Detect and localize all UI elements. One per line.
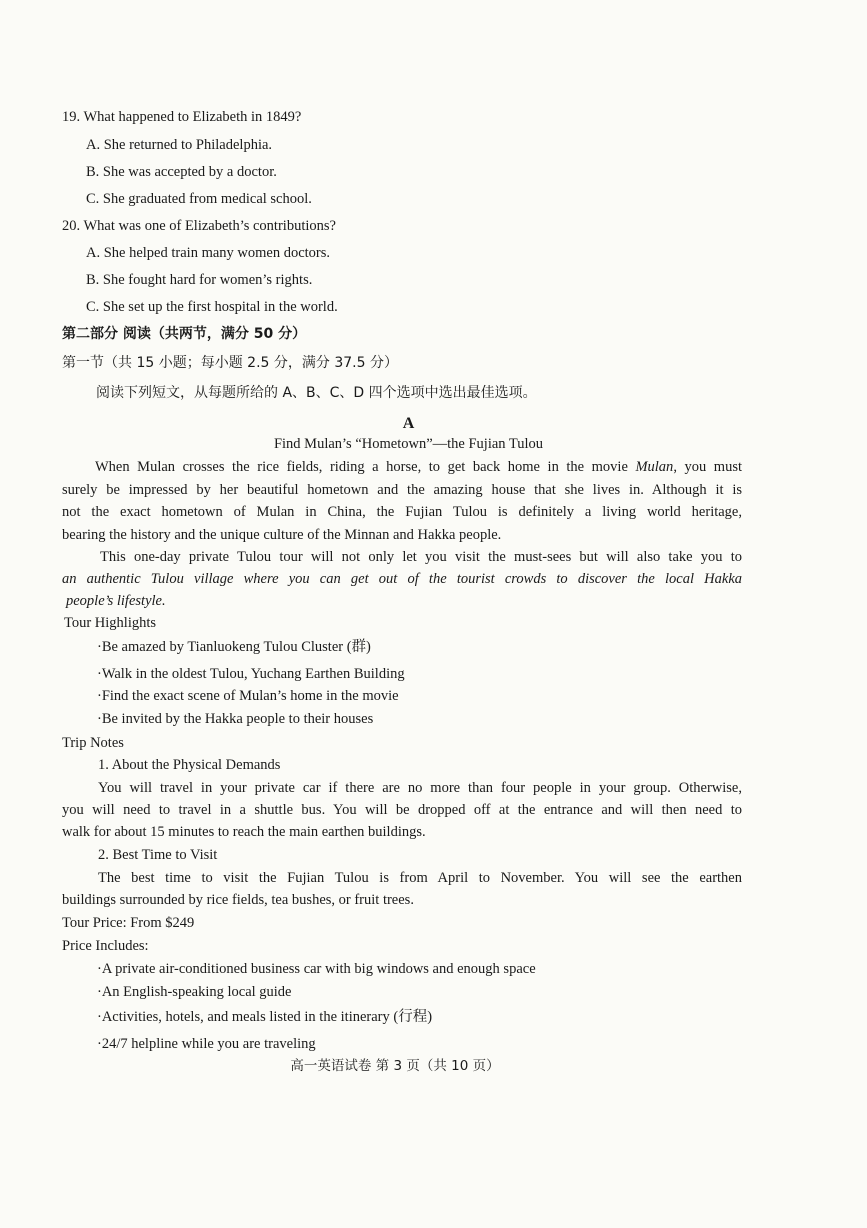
section-instruction: 阅读下列短文，从每题所给的 A、B、C、D 四个选项中选出最佳选项。 [96,385,537,401]
includes-item: ·An English-speaking local guide [97,984,292,1000]
part-title: 第二部分 阅读（共两节，满分 50 分） [62,326,307,342]
question-19-stem: 19. What happened to Elizabeth in 1849? [62,109,302,125]
note1-line-2: you will need to travel in a shuttle bus. You will be dropped off at the entrance and will then need to [62,802,742,818]
question-19-option-a: A. She returned to Philadelphia. [86,137,273,153]
note2-line-1: The best time to visit the Fujian Tulou is from April to November. You will see the earthen [98,870,742,886]
p1-line-2: surely be impressed by her beautiful hometown and the amazing house that she lives in. Although it is [62,482,742,498]
question-20-option-c: C. She set up the first hospital in the world. [86,299,338,315]
question-20-option-b: B. She fought hard for women’s rights. [86,272,313,288]
p2-line-1: This one-day private Tulou tour will not only let you visit the must-sees but will also take you to [100,549,742,565]
tour-price: Tour Price: From $249 [62,915,195,931]
section-subtitle: 第一节（共 15 小题；每小题 2.5 分，满分 37.5 分） [62,355,398,371]
includes-heading: Price Includes: [62,938,149,954]
highlight-item: ·Be invited by the Hakka people to their houses [97,711,374,727]
includes-item: ·Activities, hotels, and meals listed in the itinerary (行程) [97,1009,433,1025]
highlight-item: ·Walk in the oldest Tulou, Yuchang Earthen Building [97,666,405,682]
p1-line-4: bearing the history and the unique culture of the Minnan and Hakka people. [62,527,502,543]
highlights-heading: Tour Highlights [64,615,157,631]
highlight-item: ·Be amazed by Tianluokeng Tulou Cluster (群) [97,639,371,655]
question-19-option-b: B. She was accepted by a doctor. [86,164,277,180]
p1-line-3: not the exact hometown of Mulan in China, the Fujian Tulou is definitely a living world heritage, [62,504,742,520]
p2-line-2: an authentic Tulou village where you can get out of the tourist crowds to discover the local Hakka [62,571,742,587]
highlight-item: ·Find the exact scene of Mulan’s home in the movie [97,688,399,704]
includes-item: ·24/7 helpline while you are traveling [97,1036,316,1052]
note2-heading: 2. Best Time to Visit [98,847,218,863]
note1-line-1: You will travel in your private car if there are no more than four people in your group. Otherwise, [98,780,742,796]
includes-item: ·A private air-conditioned business car with big windows and enough space [97,961,536,977]
question-20-stem: 20. What was one of Elizabeth’s contributions? [62,218,336,234]
note1-heading: 1. About the Physical Demands [98,757,281,773]
question-20-option-a: A. She helped train many women doctors. [86,245,331,261]
notes-heading: Trip Notes [62,735,124,751]
page-footer: 高一英语试卷 第 3 页（共 10 页） [290,1058,500,1074]
question-19-option-c: C. She graduated from medical school. [86,191,312,207]
note2-line-2: buildings surrounded by rice fields, tea bushes, or fruit trees. [62,892,414,908]
passage-title: Find Mulan’s “Hometown”—the Fujian Tulou [273,436,544,452]
passage-letter: A [402,415,415,432]
p1-line-1: When Mulan crosses the rice fields, riding a horse, to get back home in the movie Mulan, you must [95,459,742,475]
p2-line-3: people’s lifestyle. [66,593,166,609]
note1-line-3: walk for about 15 minutes to reach the main earthen buildings. [62,824,426,840]
